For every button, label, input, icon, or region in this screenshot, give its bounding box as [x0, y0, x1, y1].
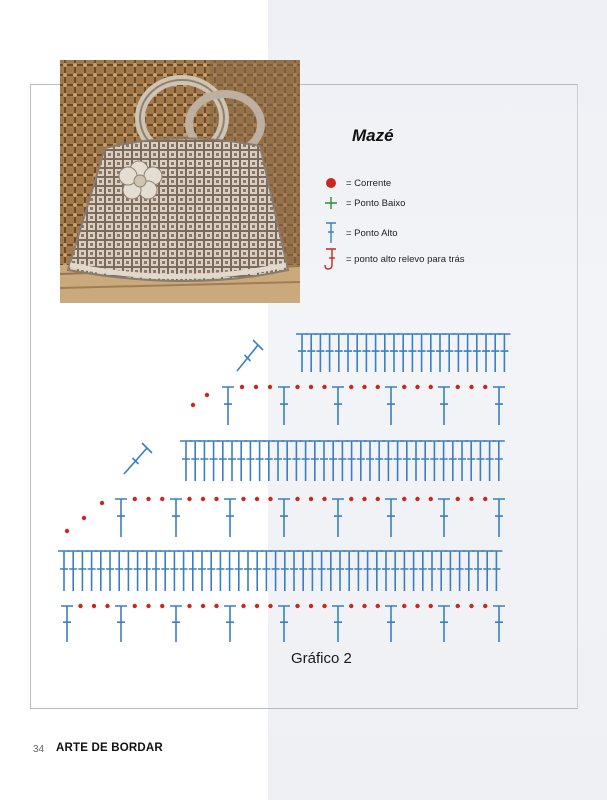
ponto-alto-stitch — [300, 441, 312, 481]
ponto-alto-stitch — [389, 551, 401, 591]
ponto-alto-stitch — [278, 387, 290, 425]
ponto-alto-stitch — [472, 551, 484, 591]
chain-dot — [240, 385, 244, 389]
ponto-alto-stitch — [122, 551, 134, 591]
ponto-alto-stitch — [270, 551, 282, 591]
ponto-alto-stitch — [325, 551, 337, 591]
ponto-alto-stitch — [385, 387, 397, 425]
ponto-alto-stitch — [272, 441, 284, 481]
ponto-alto-stitch — [463, 551, 475, 591]
chain-dot — [469, 385, 473, 389]
ponto-alto-stitch — [493, 606, 505, 642]
chain-dot — [415, 497, 419, 501]
chain-dot — [133, 604, 137, 608]
chain-dot — [402, 497, 406, 501]
ponto-alto-stitch — [314, 334, 326, 372]
ponto-alto-stitch — [86, 551, 98, 591]
chain-dot — [362, 385, 366, 389]
ponto-alto-stitch — [95, 551, 107, 591]
legend-label: = Ponto Baixo — [346, 197, 406, 209]
chain-dot — [415, 385, 419, 389]
ponto-alto-stitch — [224, 499, 236, 537]
chain-dot — [415, 604, 419, 608]
ponto-alto-stitch — [222, 387, 234, 425]
ponto-alto-stitch — [281, 441, 293, 481]
chain-dot — [268, 497, 272, 501]
ponto-alto-stitch — [471, 334, 483, 372]
ponto-alto-stitch — [438, 606, 450, 642]
tee-icon — [322, 222, 340, 244]
ponto-alto-stitch — [113, 551, 125, 591]
ponto-alto-stitch — [490, 551, 502, 591]
ponto-alto-stitch — [141, 551, 153, 591]
ponto-alto-stitch — [425, 334, 437, 372]
chain-dot — [456, 385, 460, 389]
legend-item-ponto-alto — [322, 222, 398, 244]
ponto-alto-stitch — [493, 441, 505, 481]
ponto-alto-stitch — [187, 551, 199, 591]
ponto-alto-stitch — [452, 334, 464, 372]
ponto-alto-stitch — [360, 334, 372, 372]
ponto-alto-stitch — [332, 387, 344, 425]
chain-dot — [255, 604, 259, 608]
chain-dot — [295, 604, 299, 608]
ponto-alto-stitch — [178, 551, 190, 591]
ponto-alto-stitch — [343, 551, 355, 591]
ponto-alto-stitch — [61, 606, 73, 642]
ponto-alto-stitch — [417, 551, 429, 591]
ponto-alto-stitch — [278, 499, 290, 537]
ponto-alto-stitch — [244, 441, 256, 481]
chain-dot — [456, 497, 460, 501]
ponto-alto-stitch — [401, 441, 413, 481]
ponto-alto-stitch — [288, 551, 300, 591]
legend-label: = Ponto Alto — [346, 227, 398, 239]
ponto-alto-stitch — [334, 551, 346, 591]
chain-dot — [105, 604, 109, 608]
chain-dot — [429, 604, 433, 608]
designer-name: Mazé — [352, 126, 394, 145]
chain-dot — [322, 385, 326, 389]
ponto-alto-stitch — [397, 334, 409, 372]
ponto-alto-stitch — [392, 441, 404, 481]
chain-dot — [78, 604, 82, 608]
ponto-alto-stitch — [278, 606, 290, 642]
magazine-title: ARTE DE BORDAR — [56, 742, 163, 754]
ponto-alto-stitch — [498, 334, 510, 372]
chain-dot — [402, 604, 406, 608]
crochet-chart — [50, 325, 570, 650]
chain-dot — [254, 385, 258, 389]
ponto-alto-stitch — [385, 606, 397, 642]
chain-dot — [205, 393, 209, 397]
ponto-alto-stitch — [263, 441, 275, 481]
ponto-alto-stitch — [474, 441, 486, 481]
dot-icon — [322, 172, 340, 194]
chain-dot — [268, 385, 272, 389]
ponto-alto-stitch — [196, 551, 208, 591]
ponto-alto-stitch — [235, 441, 247, 481]
chain-dot — [255, 497, 259, 501]
ponto-alto-stitch — [388, 334, 400, 372]
ponto-alto-stitch — [168, 551, 180, 591]
ponto-alto-stitch — [379, 334, 391, 372]
ponto-alto-stitch — [170, 606, 182, 642]
chain-dot — [146, 497, 150, 501]
frame-line-bottom — [30, 708, 578, 709]
chain-dot — [309, 385, 313, 389]
ponto-alto-stitch — [309, 441, 321, 481]
chain-dot — [483, 497, 487, 501]
ponto-alto-stitch — [438, 387, 450, 425]
ponto-alto-stitch — [371, 551, 383, 591]
ponto-alto-stitch — [290, 441, 302, 481]
ponto-alto-stitch — [370, 334, 382, 372]
hook-icon — [322, 248, 340, 270]
ponto-alto-stitch — [180, 441, 192, 481]
ponto-alto-stitch — [150, 551, 162, 591]
ponto-alto-stitch — [336, 441, 348, 481]
ponto-alto-stitch — [493, 387, 505, 425]
chain-dot — [92, 604, 96, 608]
ponto-alto-stitch — [332, 499, 344, 537]
ponto-alto-stitch — [398, 551, 410, 591]
chain-dot — [362, 604, 366, 608]
ponto-alto-stitch — [443, 334, 455, 372]
ponto-alto-stitch — [224, 606, 236, 642]
ponto-alto-stitch — [217, 441, 229, 481]
frame-line-left — [30, 84, 31, 709]
chain-dot — [429, 385, 433, 389]
ponto-alto-stitch — [408, 551, 420, 591]
ponto-alto-stitch — [214, 551, 226, 591]
ponto-alto-stitch — [226, 441, 238, 481]
chain-dot — [187, 497, 191, 501]
ponto-alto-stitch — [205, 551, 217, 591]
ponto-alto-stitch — [435, 551, 447, 591]
chain-dot — [349, 604, 353, 608]
chart-caption: Gráfico 2 — [291, 650, 352, 667]
chain-dot — [214, 497, 218, 501]
chain-dot — [376, 385, 380, 389]
ponto-alto-stitch — [385, 499, 397, 537]
ponto-alto-stitch — [462, 334, 474, 372]
ponto-alto-stitch — [242, 551, 254, 591]
frame-line-right — [577, 84, 578, 709]
chain-dot — [214, 604, 218, 608]
chain-dot — [322, 497, 326, 501]
ponto-alto-stitch — [352, 551, 364, 591]
chain-dot — [483, 385, 487, 389]
legend-label: = ponto alto relevo para trás — [346, 253, 465, 265]
ponto-alto-stitch — [306, 551, 318, 591]
ponto-alto-stitch — [115, 606, 127, 642]
ponto-alto-stitch — [426, 551, 438, 591]
plus-icon — [322, 192, 340, 214]
ponto-alto-stitch — [434, 334, 446, 372]
ponto-alto-stitch — [233, 551, 245, 591]
ponto-alto-stitch — [342, 334, 354, 372]
ponto-alto-stitch — [410, 441, 422, 481]
ponto-alto-stitch — [444, 551, 456, 591]
ponto-alto-stitch — [454, 551, 466, 591]
chain-dot — [191, 403, 195, 407]
ponto-alto-stitch — [254, 441, 266, 481]
chain-dot — [349, 385, 353, 389]
chain-dot — [268, 604, 272, 608]
ponto-alto-stitch — [333, 334, 345, 372]
ponto-alto-stitch — [324, 334, 336, 372]
chain-dot — [456, 604, 460, 608]
ponto-alto-stitch — [104, 551, 116, 591]
chain-dot — [187, 604, 191, 608]
ponto-alto-stitch — [465, 441, 477, 481]
ponto-alto-stitch — [251, 551, 263, 591]
ponto-alto-stitch — [327, 441, 339, 481]
chain-dot — [295, 497, 299, 501]
ponto-alto-stitch — [480, 334, 492, 372]
ponto-alto-stitch — [373, 441, 385, 481]
ponto-alto-stitch — [406, 334, 418, 372]
ponto-alto-stitch — [296, 334, 308, 372]
crochet-bag-photo — [60, 60, 300, 303]
chain-dot — [309, 497, 313, 501]
ponto-alto-stitch — [159, 551, 171, 591]
ponto-alto-stitch — [297, 551, 309, 591]
chain-dot — [469, 604, 473, 608]
ponto-alto-stitch — [489, 334, 501, 372]
chain-dot — [133, 497, 137, 501]
ponto-alto-stitch — [428, 441, 440, 481]
chain-dot — [376, 497, 380, 501]
chain-dot — [429, 497, 433, 501]
legend-item-corrente — [322, 172, 391, 194]
ponto-alto-stitch — [189, 441, 201, 481]
ponto-alto-stitch — [351, 334, 363, 372]
legend-item-alto-relevo — [322, 248, 465, 270]
ponto-alto-stitch — [316, 551, 328, 591]
ponto-alto-stitch — [198, 441, 210, 481]
ponto-alto-stitch — [484, 441, 496, 481]
ponto-alto-stitch — [380, 551, 392, 591]
chain-dot — [322, 604, 326, 608]
ponto-alto-stitch — [67, 551, 79, 591]
ponto-alto-stitch — [332, 606, 344, 642]
ponto-alto-stitch — [224, 551, 236, 591]
chain-dot — [82, 516, 86, 520]
chain-dot — [201, 604, 205, 608]
chain-dot — [241, 604, 245, 608]
ponto-alto-stitch — [447, 441, 459, 481]
ponto-alto-stitch — [382, 441, 394, 481]
chain-dot — [362, 497, 366, 501]
ponto-alto-stitch — [438, 499, 450, 537]
ponto-alto-stitch — [346, 441, 358, 481]
ponto-alto-stitch — [58, 551, 70, 591]
chain-dot — [469, 497, 473, 501]
chain-dot — [241, 497, 245, 501]
chain-dot — [160, 604, 164, 608]
chain-dot — [349, 497, 353, 501]
chain-dot — [309, 604, 313, 608]
chain-dot — [160, 497, 164, 501]
ponto-alto-stitch — [305, 334, 317, 372]
ponto-alto-stitch — [362, 551, 374, 591]
ponto-alto-stitch — [481, 551, 493, 591]
chain-dot — [65, 529, 69, 533]
ponto-alto-stitch — [279, 551, 291, 591]
chain-dot — [100, 501, 104, 505]
ponto-alto-stitch — [364, 441, 376, 481]
ponto-alto-stitch — [438, 441, 450, 481]
chain-dot — [483, 604, 487, 608]
ponto-alto-stitch — [260, 551, 272, 591]
ponto-alto-stitch — [456, 441, 468, 481]
chain-dot — [146, 604, 150, 608]
chain-dot — [402, 385, 406, 389]
ponto-alto-stitch — [132, 551, 144, 591]
diagonal-stitch — [124, 443, 152, 474]
chain-dot — [201, 497, 205, 501]
ponto-alto-stitch — [493, 499, 505, 537]
ponto-alto-stitch — [419, 441, 431, 481]
ponto-alto-stitch — [416, 334, 428, 372]
ponto-alto-stitch — [115, 499, 127, 537]
ponto-alto-stitch — [208, 441, 220, 481]
ponto-alto-stitch — [170, 499, 182, 537]
ponto-alto-stitch — [318, 441, 330, 481]
legend-label: = Corrente — [346, 177, 392, 189]
diagonal-stitch — [237, 340, 263, 371]
legend-item-ponto-baixo — [322, 192, 405, 214]
page-number: 34 — [33, 744, 45, 755]
chain-dot — [376, 604, 380, 608]
ponto-alto-stitch — [76, 551, 88, 591]
ponto-alto-stitch — [355, 441, 367, 481]
chain-dot — [295, 385, 299, 389]
